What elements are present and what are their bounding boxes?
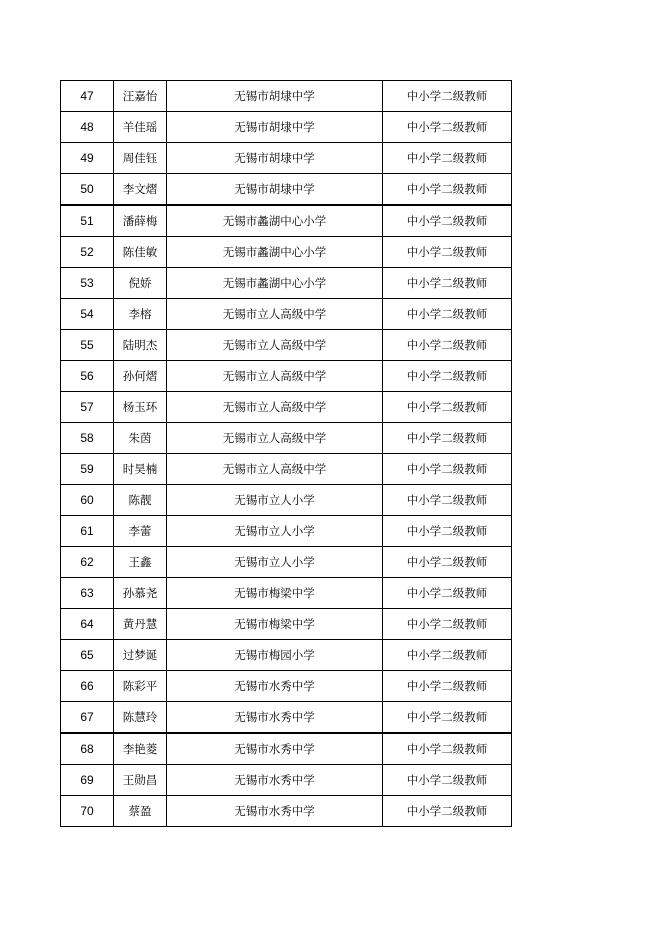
title-cell: 中小学二级教师 [383, 392, 512, 423]
school-cell: 无锡市胡埭中学 [167, 143, 383, 174]
table-row [61, 423, 512, 454]
row-number-cell: 51 [61, 205, 114, 237]
title-cell: 中小学二级教师 [383, 299, 512, 330]
table-row [61, 516, 512, 547]
school-cell: 无锡市梅梁中学 [167, 609, 383, 640]
name-cell: 王鑫 [114, 547, 167, 578]
title-cell: 中小学二级教师 [383, 765, 512, 796]
title-cell: 中小学二级教师 [383, 609, 512, 640]
title-cell: 中小学二级教师 [383, 174, 512, 206]
school-cell: 无锡市梅梁中学 [167, 578, 383, 609]
row-number-cell: 49 [61, 143, 114, 174]
school-cell: 无锡市立人小学 [167, 516, 383, 547]
school-cell: 无锡市水秀中学 [167, 796, 383, 827]
school-cell: 无锡市立人高级中学 [167, 454, 383, 485]
name-cell: 汪嘉怡 [114, 81, 167, 112]
name-cell: 羊佳瑶 [114, 112, 167, 143]
table-row [61, 765, 512, 796]
school-cell: 无锡市水秀中学 [167, 671, 383, 702]
school-cell: 无锡市立人小学 [167, 485, 383, 516]
table-row [61, 671, 512, 702]
row-number-cell: 60 [61, 485, 114, 516]
row-number-cell: 54 [61, 299, 114, 330]
name-cell: 杨玉环 [114, 392, 167, 423]
name-cell: 倪娇 [114, 268, 167, 299]
table-row [61, 578, 512, 609]
name-cell: 李蕾 [114, 516, 167, 547]
name-cell: 潘薛梅 [114, 205, 167, 237]
table-row [61, 485, 512, 516]
table-row [61, 299, 512, 330]
table-row [61, 81, 512, 112]
name-cell: 时昊楠 [114, 454, 167, 485]
title-cell: 中小学二级教师 [383, 361, 512, 392]
table-row [61, 609, 512, 640]
table-row [61, 796, 512, 827]
row-number-cell: 52 [61, 237, 114, 268]
school-cell: 无锡市水秀中学 [167, 702, 383, 734]
table-row [61, 547, 512, 578]
school-cell: 无锡市立人高级中学 [167, 361, 383, 392]
name-cell: 孙慕尧 [114, 578, 167, 609]
school-cell: 无锡市立人高级中学 [167, 423, 383, 454]
school-cell: 无锡市胡埭中学 [167, 112, 383, 143]
row-number-cell: 47 [61, 81, 114, 112]
table-row [61, 174, 512, 206]
name-cell: 蔡盈 [114, 796, 167, 827]
row-number-cell: 61 [61, 516, 114, 547]
title-cell: 中小学二级教师 [383, 454, 512, 485]
title-cell: 中小学二级教师 [383, 423, 512, 454]
table-row [61, 330, 512, 361]
table-row [61, 702, 512, 734]
table-row [61, 143, 512, 174]
row-number-cell: 64 [61, 609, 114, 640]
school-cell: 无锡市立人高级中学 [167, 299, 383, 330]
school-cell: 无锡市蠡湖中心小学 [167, 268, 383, 299]
school-cell: 无锡市胡埭中学 [167, 174, 383, 206]
name-cell: 周佳钰 [114, 143, 167, 174]
school-cell: 无锡市蠡湖中心小学 [167, 237, 383, 268]
row-number-cell: 50 [61, 174, 114, 206]
table-row [61, 237, 512, 268]
table-row [61, 454, 512, 485]
table-row [61, 112, 512, 143]
row-number-cell: 62 [61, 547, 114, 578]
title-cell: 中小学二级教师 [383, 733, 512, 765]
row-number-cell: 65 [61, 640, 114, 671]
row-number-cell: 63 [61, 578, 114, 609]
title-cell: 中小学二级教师 [383, 237, 512, 268]
name-cell: 陈佳敏 [114, 237, 167, 268]
name-cell: 陈靓 [114, 485, 167, 516]
school-cell: 无锡市水秀中学 [167, 765, 383, 796]
title-cell: 中小学二级教师 [383, 671, 512, 702]
name-cell: 李文熠 [114, 174, 167, 206]
school-cell: 无锡市立人高级中学 [167, 392, 383, 423]
row-number-cell: 48 [61, 112, 114, 143]
title-cell: 中小学二级教师 [383, 112, 512, 143]
name-cell: 孙何熠 [114, 361, 167, 392]
table-row [61, 361, 512, 392]
name-cell: 李艳菱 [114, 733, 167, 765]
row-number-cell: 56 [61, 361, 114, 392]
name-cell: 陈慧玲 [114, 702, 167, 734]
school-cell: 无锡市水秀中学 [167, 733, 383, 765]
row-number-cell: 55 [61, 330, 114, 361]
title-cell: 中小学二级教师 [383, 547, 512, 578]
title-cell: 中小学二级教师 [383, 485, 512, 516]
title-cell: 中小学二级教师 [383, 516, 512, 547]
title-cell: 中小学二级教师 [383, 578, 512, 609]
row-number-cell: 57 [61, 392, 114, 423]
title-cell: 中小学二级教师 [383, 81, 512, 112]
row-number-cell: 66 [61, 671, 114, 702]
row-number-cell: 53 [61, 268, 114, 299]
school-cell: 无锡市胡埭中学 [167, 81, 383, 112]
roster-table-body [61, 81, 512, 827]
table-row [61, 733, 512, 765]
name-cell: 李榕 [114, 299, 167, 330]
table-row [61, 392, 512, 423]
table-row [61, 640, 512, 671]
row-number-cell: 68 [61, 733, 114, 765]
school-cell: 无锡市蠡湖中心小学 [167, 205, 383, 237]
school-cell: 无锡市梅园小学 [167, 640, 383, 671]
table-row [61, 268, 512, 299]
name-cell: 陆明杰 [114, 330, 167, 361]
name-cell: 过梦诞 [114, 640, 167, 671]
school-cell: 无锡市立人高级中学 [167, 330, 383, 361]
table-row [61, 205, 512, 237]
name-cell: 朱茵 [114, 423, 167, 454]
title-cell: 中小学二级教师 [383, 640, 512, 671]
title-cell: 中小学二级教师 [383, 205, 512, 237]
school-cell: 无锡市立人小学 [167, 547, 383, 578]
title-cell: 中小学二级教师 [383, 702, 512, 734]
title-cell: 中小学二级教师 [383, 268, 512, 299]
roster-table [60, 80, 512, 827]
name-cell: 陈彩平 [114, 671, 167, 702]
title-cell: 中小学二级教师 [383, 143, 512, 174]
row-number-cell: 69 [61, 765, 114, 796]
row-number-cell: 70 [61, 796, 114, 827]
name-cell: 黄丹慧 [114, 609, 167, 640]
title-cell: 中小学二级教师 [383, 330, 512, 361]
row-number-cell: 67 [61, 702, 114, 734]
title-cell: 中小学二级教师 [383, 796, 512, 827]
row-number-cell: 58 [61, 423, 114, 454]
name-cell: 王勋昌 [114, 765, 167, 796]
row-number-cell: 59 [61, 454, 114, 485]
